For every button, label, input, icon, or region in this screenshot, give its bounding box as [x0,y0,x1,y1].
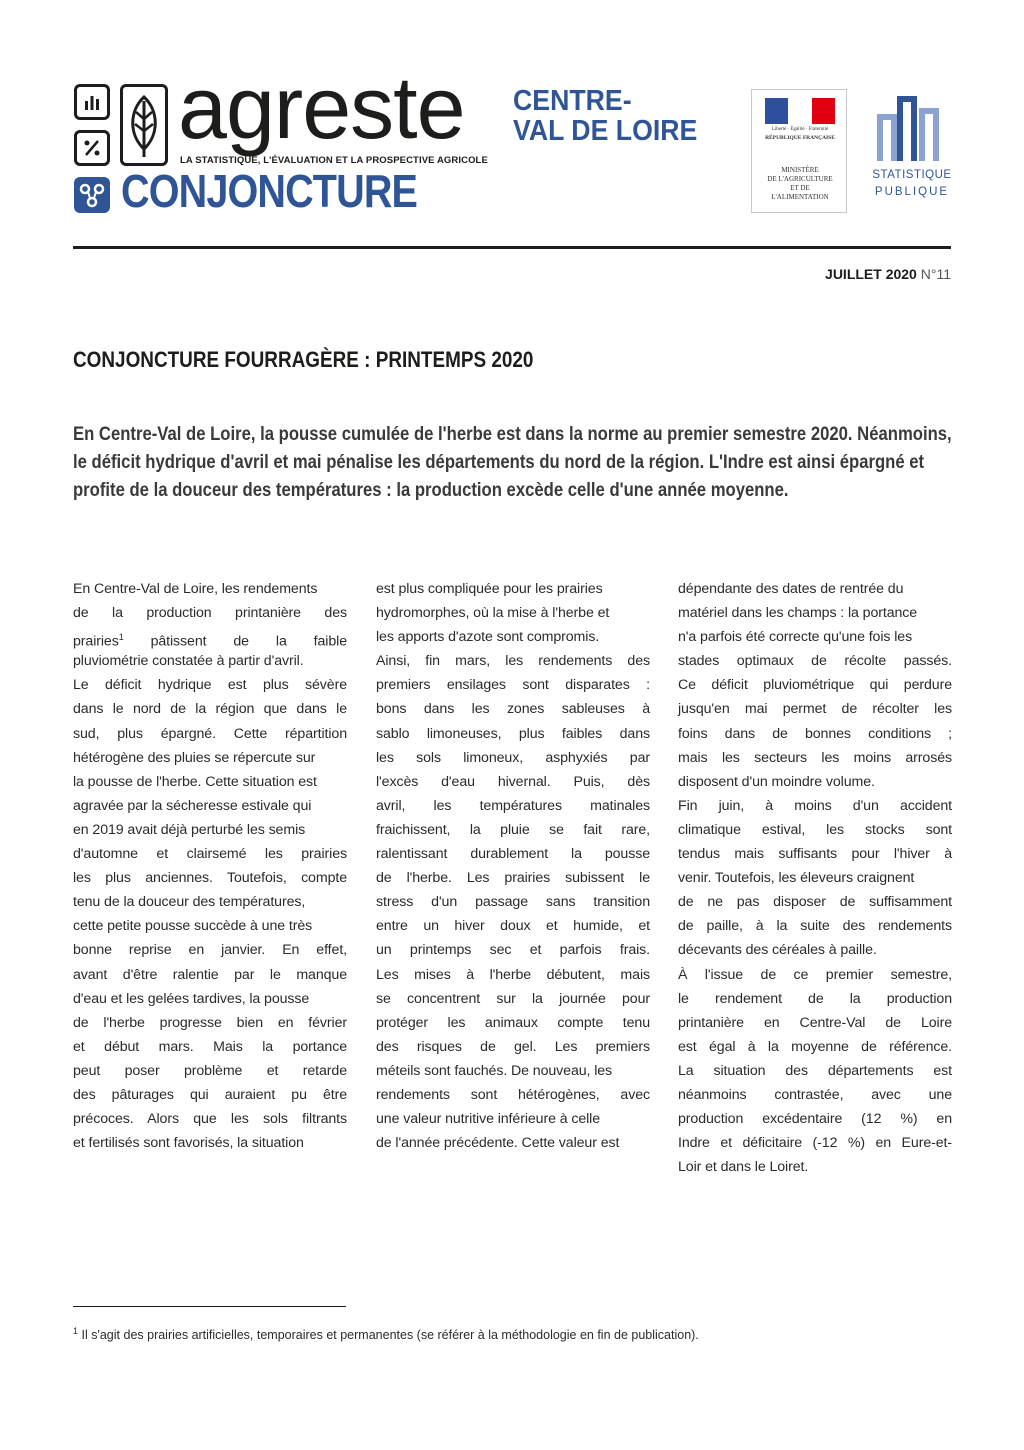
buildings-icon [872,89,952,165]
body-line: tendus mais suffisants pour l'hiver à [678,846,952,863]
body-line: hydromorphes, où la mise à l'herbe et [376,605,610,622]
body-line: La situation des départements est [678,1062,952,1079]
body-line: Les mises à l'herbe débutent, mais [376,966,650,983]
body-line: des pâturages qui auraient pu être [73,1086,347,1103]
body-line-text: prairies [73,633,119,650]
body-line: n'a parfois été correcte qu'une fois les [678,629,913,646]
body-line: et début mars. Mais la portance [73,1038,347,1055]
ministry-line-3: ET DE [790,184,810,192]
leaf-icon [120,84,168,166]
body-line: production excédentaire (12 %) en [678,1111,952,1128]
lead-line: En Centre-Val de Loire, la pousse cumulée de l'herbe est dans la norme au premier semestre 2020. Néanmoins, [73,423,952,445]
lead-paragraph [73,420,951,504]
ministry-republic: RÉPUBLIQUE FRANÇAISE [765,135,835,141]
body-line: de l'année précédente. Cette valeur est [376,1135,620,1152]
body-line: mais les secteurs les moins arrosés [678,749,952,766]
page-title: CONJONCTURE FOURRAGÈRE : PRINTEMPS 2020 [73,347,534,372]
body-line: un printemps sec et parfois frais. [376,942,650,959]
body-line: En Centre-Val de Loire, les rendements [73,581,318,597]
ministry-motto: Liberté · Égalité · Fraternité [771,127,829,132]
ministry-logo [751,89,847,213]
body-line: une valeur nutritive inférieure à celle [376,1111,601,1128]
body-line: cette petite pousse succède à une très [73,918,313,935]
body-line: et fertilisés sont favorisés, la situation [73,1135,304,1152]
body-line: foins dans de bonnes conditions ; [678,725,952,742]
body-line: de l'herbe. Les prairies subissent le [376,870,650,887]
body-line-text: pâtissent de la faible [150,633,347,650]
body-line: venir. Toutefois, les éleveurs craignent [678,870,915,887]
series-title: CONJONCTURE [121,165,418,217]
body-column-3 [678,577,952,1179]
body-line: d'automne et clairsemé les prairies [73,846,347,863]
issue-date: JUILLET 2020 [825,266,917,282]
body-line: se concentrent sur la journée pour [376,990,650,1007]
header-divider [73,246,951,249]
body-line: tenu de la douceur des températures, [73,894,306,911]
footnote-number: 1 [73,1326,79,1336]
body-line: pluviométrie constatée à partir d'avril. [73,653,304,670]
body-column-2 [376,577,650,1155]
body-line: est plus compliquée pour les prairies [376,581,603,597]
body-line: d'eau et les gelées tardives, la pousse [73,990,310,1007]
body-line: matériel dans les champs : la portance [678,605,918,622]
footnote-ref[interactable]: 1 [118,632,124,643]
body-line: dépendante des dates de rentrée du [678,581,904,597]
body-line: Le déficit hydrique est plus sévère [73,677,347,694]
body-line: Ainsi, fin mars, les rendements des [376,653,650,670]
body-line: ralentissant durablement la pousse [376,846,650,863]
network-icon [74,177,110,213]
body-line: décevants des céréales à paille. [678,942,877,959]
body-line: rendements sont hétérogènes, avec [376,1086,650,1103]
body-line: le rendement de la production [678,990,952,1007]
body-line: sud, plus épargné. Cette répartition [73,725,347,742]
body-column-1 [73,577,347,1155]
ministry-line-4: L'ALIMENTATION [771,193,829,201]
body-line: fraichissent, la pluie se fait rare, [376,821,650,838]
body-line: des risques de gel. Les premiers [376,1038,650,1055]
body-line: avant d'être ralentie par le manque [73,966,347,983]
body-line: sablo limoneuses, plus faibles dans [376,725,650,742]
body-line: de paille, à la suite des rendements [678,918,952,935]
body-line: stress d'un passage sans transition [376,894,650,911]
body-line: protéger les animaux compte tenu [376,1014,650,1031]
agreste-logo-icons [74,84,168,166]
body-line: de la production printanière des [73,605,347,622]
body-line: bons dans les zones sableuses à [376,701,650,718]
body-line: Ce déficit pluviométrique qui perdure [678,677,952,694]
body-line: précoces. Alors que les sols filtrants [73,1111,347,1128]
body-line: agravée par la sécheresse estivale qui [73,797,312,814]
lead-line: le déficit hydrique d'avril et mai pénalise les départements du nord de la région. L'Indre est ainsi épargné et [73,451,925,473]
body-line: peut poser problème et retarde [73,1062,347,1079]
stat-line-1: STATISTIQUE [872,169,952,181]
body-line: l'excès d'eau hivernal. Puis, dès [376,773,650,790]
body-line: méteils sont fauchés. De nouveau, les [376,1062,613,1079]
body-line: Loir et dans le Loiret. [678,1159,809,1176]
ministry-line-1: MINISTÈRE [781,166,819,174]
body-line: jusqu'en mai permet de récolter les [678,701,952,718]
stat-line-2: PUBLIQUE [874,186,950,198]
body-line: Fin juin, à moins d'un accident [678,797,952,814]
brand-tagline: LA STATISTIQUE, L'ÉVALUATION ET LA PROSPECTIVE AGRICOLE [180,155,488,166]
body-line: en 2019 avait déjà perturbé les semis [73,821,306,838]
body-line: les sols limoneux, asphyxiés par [376,749,650,766]
body-line: avril, les températures matinales [376,797,650,814]
issue-info [825,266,951,282]
body-line: bonne reprise en janvier. En effet, [73,942,347,959]
body-line: les apports d'azote sont compromis. [376,629,600,646]
french-flag-icon [765,98,835,124]
body-line: de l'herbe progresse bien en février [73,1014,347,1031]
body-line: les plus anciennes. Toutefois, compte [73,870,347,887]
footnote-text: Il s'agit des prairies artificielles, temporaires et permanentes (se référer à la méthodologie en fin de publication). [81,1328,699,1343]
region-name [513,86,697,146]
body-line: stades optimaux de récolte passés. [678,653,952,670]
body-line: À l'issue de ce premier semestre, [678,966,952,983]
issue-number: N°11 [920,266,951,282]
body-line: la pousse de l'herbe. Cette situation est [73,773,317,790]
body-line: premiers ensilages sont disparates : [376,677,650,694]
body-line: entre un hiver doux et humide, et [376,918,650,935]
lead-line: profite de la douceur des températures : la production excède celle d'une année moyenne. [73,479,789,501]
body-line: est égal à la moyenne de référence. [678,1038,952,1055]
bar-chart-icon [74,84,110,120]
body-line: disposent d'un moindre volume. [678,773,875,790]
body-line: climatique estival, les stocks sont [678,821,952,838]
ministry-line-2: DE L'AGRICULTURE [767,175,833,183]
region-line-2: VAL DE LOIRE [513,115,698,147]
footnote-divider [73,1306,346,1307]
body-line: hétérogène des pluies se répercute sur [73,749,316,766]
brand-wordmark: agreste [178,58,465,157]
body-line: Indre et déficitaire (-12 %) en Eure-et- [678,1135,952,1152]
footnote [73,1326,699,1342]
body-line: printanière en Centre-Val de Loire [678,1014,952,1031]
body-line: dans le nord de la région que dans le [73,701,347,718]
body-line: néanmoins contrastée, avec une [678,1086,952,1103]
percent-icon [74,130,110,166]
body-line: de ne pas disposer de suffisamment [678,894,952,911]
statistique-publique-logo [872,89,952,213]
region-line-1: CENTRE- [513,85,632,117]
body-line-footnote [73,625,347,649]
